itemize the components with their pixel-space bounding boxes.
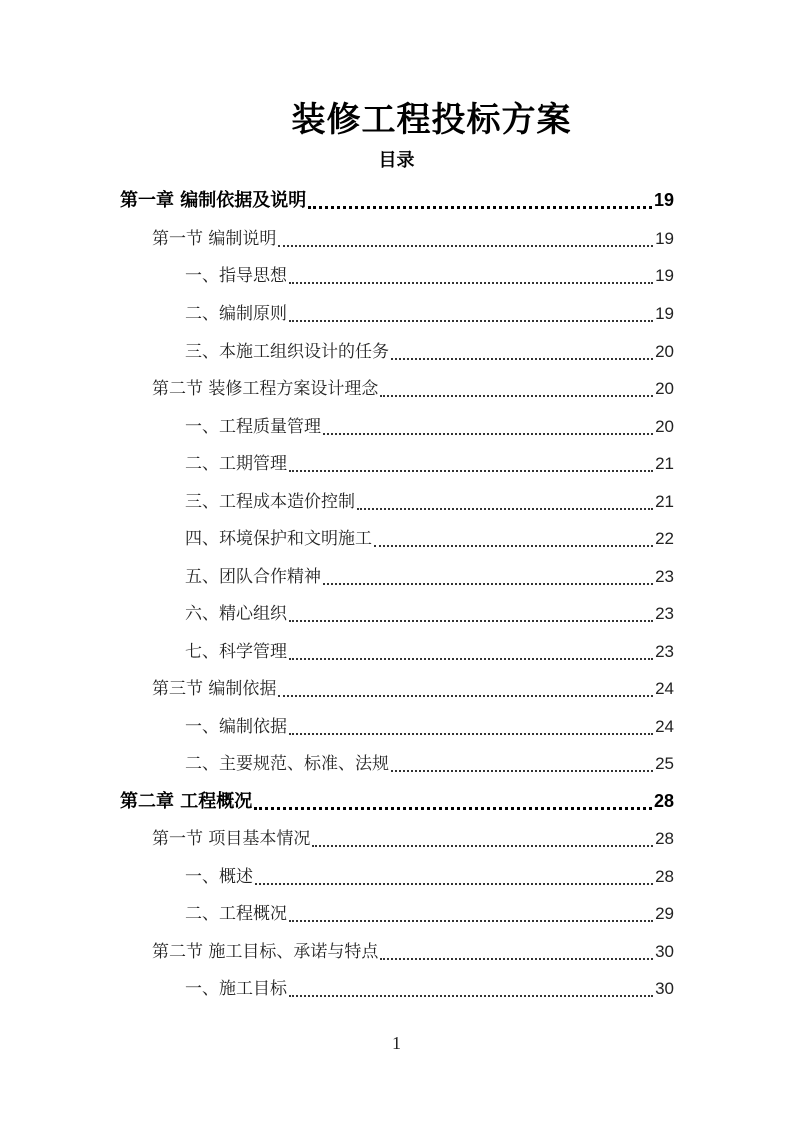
leader-dots bbox=[289, 658, 653, 660]
toc-entry-page: 28 bbox=[653, 791, 674, 811]
toc-entry-page: 20 bbox=[655, 417, 674, 436]
toc-entry[interactable] bbox=[152, 824, 674, 854]
toc-entry-label: 第一节 编制说明 bbox=[152, 229, 277, 249]
toc-entry[interactable] bbox=[185, 524, 674, 554]
toc-entry-page: 30 bbox=[655, 979, 674, 998]
leader-dots bbox=[289, 282, 653, 284]
toc-entry-page: 19 bbox=[655, 266, 674, 285]
toc-entry-page: 24 bbox=[655, 717, 674, 736]
toc-entry[interactable] bbox=[185, 862, 674, 892]
toc-entry[interactable] bbox=[120, 787, 674, 817]
leader-dots bbox=[289, 733, 653, 735]
toc-entry-page: 25 bbox=[655, 754, 674, 773]
toc-entry[interactable] bbox=[185, 449, 674, 479]
toc-entry[interactable] bbox=[185, 599, 674, 629]
toc-entry-page: 21 bbox=[655, 492, 674, 511]
leader-dots bbox=[380, 958, 653, 960]
leader-dots bbox=[323, 583, 653, 585]
toc-entry[interactable] bbox=[185, 899, 674, 929]
toc-entry-label: 七、科学管理 bbox=[185, 642, 287, 662]
toc-entry[interactable] bbox=[185, 562, 674, 592]
toc-entry-page: 28 bbox=[655, 829, 674, 848]
leader-dots bbox=[289, 320, 653, 322]
leader-dots bbox=[289, 995, 653, 997]
toc-entry[interactable] bbox=[185, 974, 674, 1004]
leader-dots bbox=[278, 245, 653, 247]
toc-entry-label: 一、概述 bbox=[185, 867, 253, 887]
toc-entry[interactable] bbox=[152, 937, 674, 967]
toc-entry-page: 22 bbox=[655, 529, 674, 548]
toc-entry[interactable] bbox=[185, 412, 674, 442]
toc-entry-label: 一、指导思想 bbox=[185, 266, 287, 286]
toc-entry-page: 23 bbox=[655, 567, 674, 586]
leader-dots bbox=[289, 920, 653, 922]
toc-entry-label: 二、工期管理 bbox=[185, 454, 287, 474]
toc-entry-page: 20 bbox=[655, 342, 674, 361]
document-title: 装修工程投标方案 bbox=[291, 100, 572, 140]
toc-entry-page: 23 bbox=[655, 642, 674, 661]
leader-dots bbox=[254, 807, 652, 810]
toc-entry-label: 五、团队合作精神 bbox=[185, 567, 321, 587]
toc-entry[interactable] bbox=[185, 712, 674, 742]
toc-entry-label: 第三节 编制依据 bbox=[152, 679, 277, 699]
toc-entry-label: 一、施工目标 bbox=[185, 979, 287, 999]
toc-entry-page: 19 bbox=[653, 190, 674, 210]
toc-entry-label: 四、环境保护和文明施工 bbox=[185, 529, 372, 549]
toc-entry-label: 二、工程概况 bbox=[185, 904, 287, 924]
leader-dots bbox=[323, 433, 653, 435]
toc-entry[interactable] bbox=[185, 637, 674, 667]
leader-dots bbox=[289, 620, 653, 622]
toc-entry-page: 19 bbox=[655, 304, 674, 323]
leader-dots bbox=[391, 770, 653, 772]
toc-entry-label: 一、编制依据 bbox=[185, 717, 287, 737]
leader-dots bbox=[308, 206, 652, 209]
toc-entry-page: 19 bbox=[655, 229, 674, 248]
toc-entry-label: 第一章 编制依据及说明 bbox=[120, 190, 307, 211]
toc-entry[interactable] bbox=[185, 749, 674, 779]
toc-entry-label: 一、工程质量管理 bbox=[185, 417, 321, 437]
page-number: 1 bbox=[392, 1033, 401, 1053]
toc-entry-label: 二、编制原则 bbox=[185, 304, 287, 324]
leader-dots bbox=[312, 845, 653, 847]
toc-entry-label: 第一节 项目基本情况 bbox=[152, 829, 311, 849]
toc-entry-page: 20 bbox=[655, 379, 674, 398]
toc-entry[interactable] bbox=[152, 674, 674, 704]
toc-heading: 目录 bbox=[378, 150, 415, 171]
leader-dots bbox=[374, 545, 653, 547]
toc-entry-page: 28 bbox=[655, 867, 674, 886]
toc-entry-label: 第二节 装修工程方案设计理念 bbox=[152, 379, 379, 399]
toc-entry-page: 24 bbox=[655, 679, 674, 698]
toc-entry-label: 六、精心组织 bbox=[185, 604, 287, 624]
toc-entry-page: 23 bbox=[655, 604, 674, 623]
leader-dots bbox=[357, 508, 653, 510]
toc-entry[interactable] bbox=[185, 487, 674, 517]
toc-entry-page: 30 bbox=[655, 942, 674, 961]
leader-dots bbox=[289, 470, 653, 472]
toc-entry[interactable] bbox=[120, 186, 674, 216]
toc-entry[interactable] bbox=[185, 261, 674, 291]
toc-entry-label: 第二节 施工目标、承诺与特点 bbox=[152, 942, 379, 962]
toc-entry[interactable] bbox=[185, 299, 674, 329]
leader-dots bbox=[278, 695, 653, 697]
toc-entry-label: 三、工程成本造价控制 bbox=[185, 492, 355, 512]
toc-entry-label: 三、本施工组织设计的任务 bbox=[185, 342, 389, 362]
toc-entry-page: 29 bbox=[655, 904, 674, 923]
toc-entry[interactable] bbox=[185, 337, 674, 367]
toc-entry[interactable] bbox=[152, 374, 674, 404]
leader-dots bbox=[380, 395, 653, 397]
toc-entry[interactable] bbox=[152, 224, 674, 254]
toc-entry-label: 第二章 工程概况 bbox=[120, 791, 253, 812]
toc-entry-label: 二、主要规范、标准、法规 bbox=[185, 754, 389, 774]
toc-entry-page: 21 bbox=[655, 454, 674, 473]
leader-dots bbox=[391, 358, 653, 360]
leader-dots bbox=[255, 883, 653, 885]
